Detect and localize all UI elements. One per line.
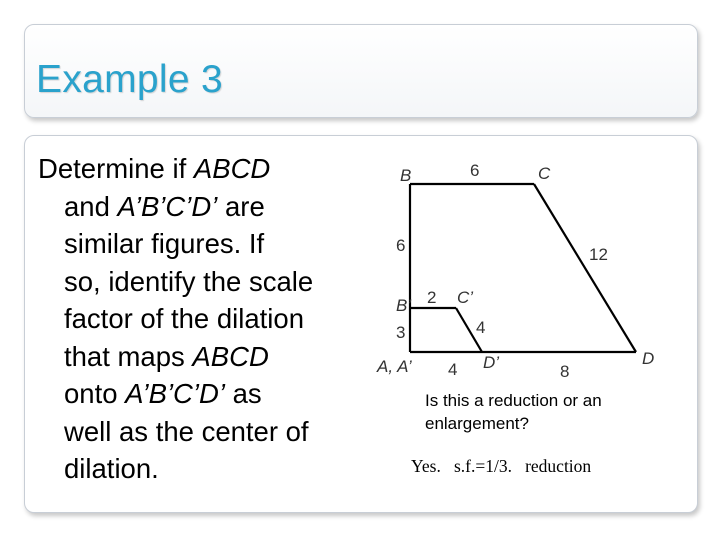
segment-cd — [534, 184, 636, 352]
question-text: Is this a reduction or an enlargement? — [425, 391, 602, 433]
problem-line — [38, 375, 368, 413]
problem-text-run: onto — [64, 378, 126, 409]
side-label-dpd: 8 — [560, 362, 570, 381]
vertex-label-a: A, A’ — [377, 357, 412, 376]
problem-line — [38, 413, 368, 451]
vertex-label-d: D — [642, 349, 655, 368]
problem-line — [38, 338, 368, 376]
side-label-adprime: 4 — [448, 360, 458, 379]
problem-line — [38, 188, 368, 226]
side-label-abprime: 3 — [396, 323, 406, 342]
side-label-cpdp: 4 — [476, 318, 486, 337]
problem-text-run: factor of the dilation — [64, 303, 305, 334]
problem-text-run: and — [64, 190, 118, 222]
side-label-bpcp: 2 — [427, 288, 437, 307]
problem-text-run: are — [217, 190, 265, 222]
problem-text-run: Determine if — [38, 153, 194, 184]
slide-title: Example 3 — [36, 58, 223, 101]
problem-line — [38, 450, 368, 488]
problem-text-run: so, identify the scale — [64, 265, 314, 297]
problem-text-run: A’B’C’D’ — [125, 378, 225, 409]
vertex-label-cprime: C’ — [457, 288, 474, 307]
problem-text-run: that maps — [64, 340, 193, 372]
problem-line — [38, 225, 368, 263]
problem-text-run: dilation. — [64, 453, 159, 484]
problem-text-run: as — [225, 378, 262, 409]
trapezoid-figure — [360, 150, 680, 385]
problem-text-run: A’B’C’D’ — [117, 190, 218, 222]
problem-text-run: ABCD — [192, 340, 269, 372]
problem-line — [38, 300, 368, 338]
problem-text-run: ABCD — [193, 153, 271, 184]
side-label-bc: 6 — [470, 161, 480, 180]
side-label-bbprime: 6 — [396, 236, 406, 255]
vertex-label-bprime: B’ — [396, 296, 412, 315]
side-label-cd: 12 — [589, 245, 608, 264]
vertex-label-b: B — [400, 166, 412, 185]
vertex-label-c: C — [538, 164, 551, 183]
vertex-label-dprime: D’ — [483, 353, 500, 372]
problem-line — [38, 263, 368, 301]
problem-line — [38, 150, 368, 188]
answer-text: Yes. s.f.=1/3. reduction — [411, 456, 592, 476]
problem-text-run: similar figures. If — [64, 228, 265, 259]
problem-text — [38, 150, 368, 488]
problem-text-run: well as the center of — [64, 415, 309, 447]
